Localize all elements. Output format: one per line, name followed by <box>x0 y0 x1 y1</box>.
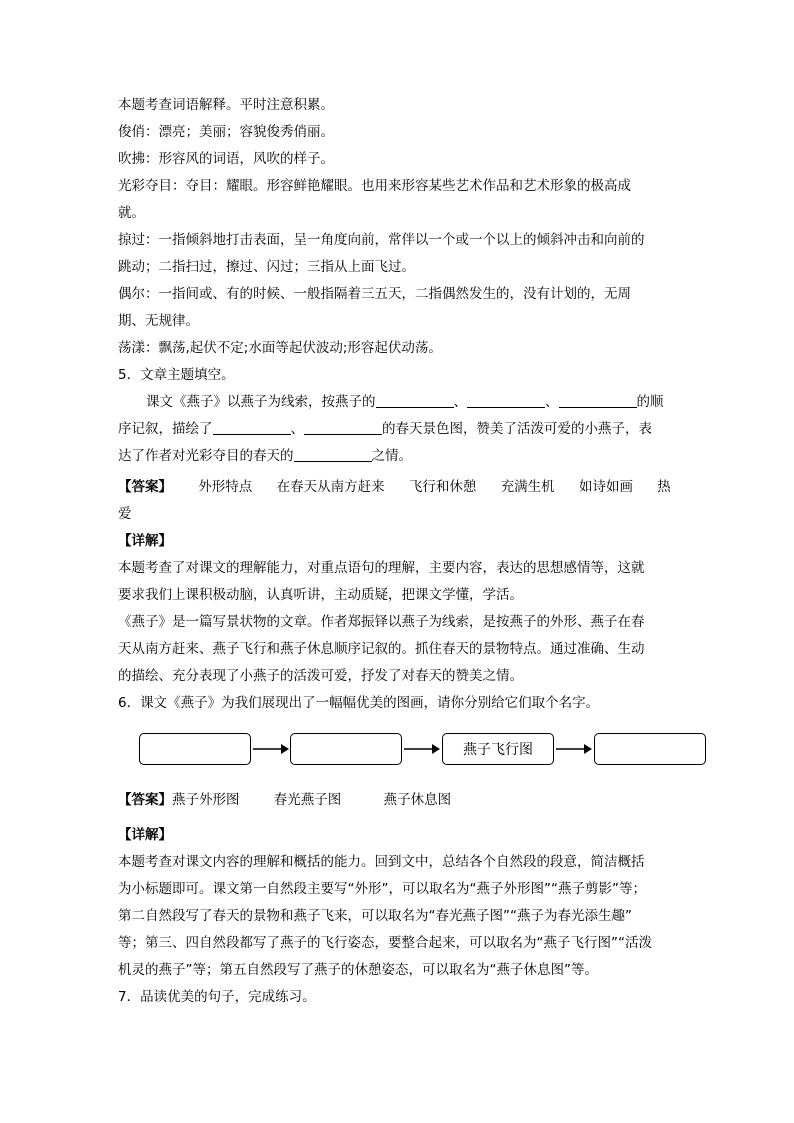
answer-item: 在春天从南方赶来 <box>276 479 385 495</box>
text-line: 本题考查词语解释。平时注意积累。 <box>118 97 334 113</box>
text-line: 的描绘、充分表现了小燕子的活泼可爱，抒发了对春天的赞美之情。 <box>118 668 523 684</box>
answer-item: 飞行和休憩 <box>408 479 477 495</box>
text-line: 天从南方赶来、燕子飞行和燕子休息顺序记叙的。抓住春天的景物特点。通过准确、生动 <box>118 641 645 657</box>
text-line: 荡漾：飘荡,起伏不定;水面等起伏波动;形容起伏动荡。 <box>118 340 442 356</box>
q5-fill-line-1: 课文《燕子》以燕子为线索，按燕子的 、 、 的顺 <box>146 394 664 410</box>
answer-label: 【答案】 <box>118 479 172 495</box>
detail-label: 【详解】 <box>118 827 172 843</box>
arrow-right-icon <box>556 743 592 755</box>
question-7-title: 7．品读优美的句子，完成练习。 <box>118 989 316 1005</box>
q5-fill-line-2: 序记叙，描绘了 、 的春天景色图，赞美了活泼可爱的小燕子，表 <box>118 421 652 437</box>
fill-blank[interactable] <box>294 447 372 462</box>
text-line: 等；第三、四自然段都写了燕子的飞行姿态，要整合起来，可以取名为“燕子飞行图”“活泼 <box>118 935 652 951</box>
text-line: 就。 <box>118 205 145 221</box>
arrow-right-icon <box>253 743 289 755</box>
text-line: 为小标题即可。课文第一自然段主要写“外形”，可以取名为“燕子外形图”“燕子剪影”等； <box>118 881 646 897</box>
fill-blank[interactable] <box>559 393 637 408</box>
text-line: 掠过：一指倾斜地打击表面，呈一角度向前，常伴以一个或一个以上的倾斜冲击和向前的 <box>118 232 645 248</box>
text-line: 光彩夺目：夺目：耀眼。形容鲜艳耀眼。也用来形容某些艺术作品和艺术形象的极高成 <box>118 178 631 194</box>
text-line: 本题考查对课文内容的理解和概括的能力。回到文中，总结各个自然段的段意，简洁概括 <box>118 854 645 870</box>
question-5-title: 5．文章主题填空。 <box>118 367 235 383</box>
text-line: 爱 <box>118 506 132 522</box>
text-line: 偶尔：一指间或、有的时候、一般指隔着三五天，二指偶然发生的，没有计划的，无周 <box>118 286 631 302</box>
text-line: 跳动；二指扫过，擦过、闪过；三指从上面飞过。 <box>118 259 415 275</box>
question-6-title: 6．课文《燕子》为我们展现出了一幅幅优美的图画，请你分别给它们取个名字。 <box>118 695 600 711</box>
picture-name-box-3[interactable]: 燕子飞行图 <box>442 733 554 765</box>
answer-item: 燕子休息图 <box>383 792 452 808</box>
arrow-right-icon <box>404 743 440 755</box>
answer-item: 充满生机 <box>500 479 555 495</box>
text-line: 机灵的燕子”等；第五自然段写了燕子的休憩姿态，可以取名为“燕子休息图”等。 <box>118 962 598 978</box>
answer-item: 外形特点 <box>198 479 253 495</box>
text-line: 《燕子》是一篇写景状物的文章。作者郑振铎以燕子为线索，是按燕子的外形、燕子在春 <box>118 614 645 630</box>
q6-answer <box>118 790 678 810</box>
answer-label: 【答案】 <box>118 792 172 808</box>
picture-name-box-1[interactable] <box>139 733 251 765</box>
answer-item: 如诗如画 <box>578 479 633 495</box>
text-line: 俊俏：漂亮；美丽；容貌俊秀俏丽。 <box>118 124 334 140</box>
text-line: 本题考查了对课文的理解能力，对重点语句的理解，主要内容，表达的思想感情等，这就 <box>118 560 645 576</box>
q5-fill-line-3: 达了作者对光彩夺目的春天的 之情。 <box>118 448 412 464</box>
fill-blank[interactable] <box>304 420 382 435</box>
answer-item: 春光燕子图 <box>273 792 342 808</box>
text-line: 期、无规律。 <box>118 313 199 329</box>
picture-name-box-4[interactable] <box>594 733 706 765</box>
answer-item: 热 <box>657 479 671 495</box>
fill-blank[interactable] <box>213 420 291 435</box>
fill-blank[interactable] <box>467 393 545 408</box>
answer-item: 燕子外形图 <box>172 792 240 808</box>
fill-blank[interactable] <box>376 393 454 408</box>
q5-answer <box>118 477 678 497</box>
text-line: 要求我们上课积极动脑，认真听讲，主动质疑，把课文学懂，学活。 <box>118 587 523 603</box>
detail-label: 【详解】 <box>118 533 172 549</box>
text-line: 吹拂：形容风的词语，风吹的样子。 <box>118 151 334 167</box>
text-line: 第二自然段写了春天的景物和燕子飞来，可以取名为“春光燕子图”“燕子为春光添生趣” <box>118 908 632 924</box>
picture-name-box-2[interactable] <box>290 733 402 765</box>
